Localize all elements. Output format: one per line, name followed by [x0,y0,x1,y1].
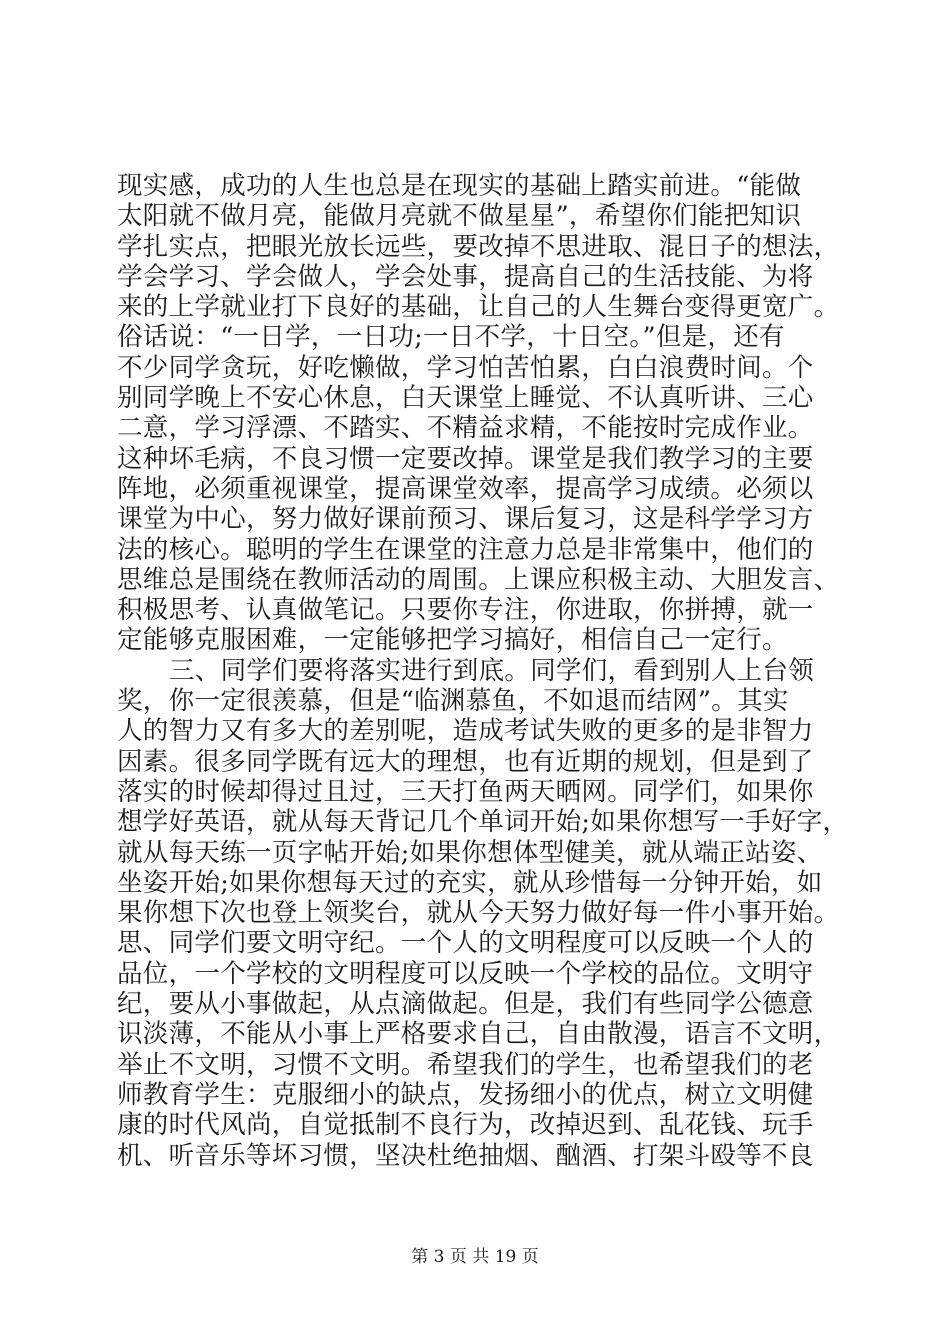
body-text [117,171,857,1171]
text-line: 坐姿开始;如果你想每天过的充实，就从珍惜每一分钟开始，如 [117,867,823,898]
text-line: 别同学晚上不安心休息，白天课堂上睡觉、不认真听讲、三心 [117,383,814,414]
text-line: 太阳就不做月亮，能做月亮就不做星星”，希望你们能把知识 [117,201,802,232]
page-number-label: 第 3 页 共 19 页 [411,1247,539,1267]
text-line: 人的智力又有多大的差别呢，造成考试失败的更多的是非智力 [117,716,814,747]
page-footer [0,1242,950,1267]
text-line: 不少同学贪玩，好吃懒做，学习怕苦怕累，白白浪费时间。个 [117,352,814,383]
text-line: 果你想下次也登上领奖台，就从今天努力做好每一件小事开始。 [117,898,840,929]
text-line: 二意，学习浮漂、不踏实、不精益求精，不能按时完成作业。 [117,413,814,444]
text-line: 积极思考、认真做笔记。只要你专注，你进取，你拼搏，就一 [117,595,814,626]
text-line: 阵地，必须重视课堂，提高课堂效率，提高学习成绩。必须以 [117,473,814,504]
text-line: 识淡薄，不能从小事上严格要求自己，自由散漫，语言不文明， [117,1019,840,1050]
text-line: 因素。很多同学既有远大的理想，也有近期的规划，但是到了 [117,746,814,777]
text-line: 思、同学们要文明守纪。一个人的文明程度可以反映一个人的 [117,928,814,959]
text-line: 奖，你一定很羡慕，但是“临渊慕鱼，不如退而结网”。其实 [117,686,789,717]
text-line: 师教育学生：克服细小的缺点，发扬细小的优点，树立文明健 [117,1079,814,1110]
text-line: 课堂为中心，努力做好课前预习、课后复习，这是科学学习方 [117,504,814,535]
text-line: 品位，一个学校的文明程度可以反映一个学校的品位。文明守 [117,958,814,989]
text-line: 俗话说：“一日学，一日功;一日不学，十日空。”但是，还有 [117,322,785,353]
text-line: 思维总是围绕在教师活动的周围。上课应积极主动、大胆发言、 [117,564,840,595]
text-line: 机、听音乐等坏习惯，坚决杜绝抽烟、酗酒、打架斗殴等不良 [117,1140,814,1171]
text-line: 学会学习、学会做人，学会处事，提高自己的生活技能、为将 [117,261,814,292]
text-line: 学扎实点，把眼光放长远些，要改掉不思进取、混日子的想法， [117,231,840,262]
text-line: 这种坏毛病，不良习惯一定要改掉。课堂是我们教学习的主要 [117,443,814,474]
text-line: 落实的时候却得过且过，三天打鱼两天晒网。同学们，如果你 [117,776,814,807]
text-line: 康的时代风尚，自觉抵制不良行为，改掉迟到、乱花钱、玩手 [117,1110,814,1141]
text-line: 想学好英语，就从每天背记几个单词开始;如果你想写一手好字， [117,807,849,838]
paragraph-start-line: 三、同学们要将落实进行到底。同学们，看到别人上台领 [169,655,815,686]
text-line: 举止不文明，习惯不文明。希望我们的学生，也希望我们的老 [117,1049,814,1080]
text-line: 纪，要从小事做起，从点滴做起。但是，我们有些同学公德意 [117,989,814,1020]
text-line: 来的上学就业打下良好的基础，让自己的人生舞台变得更宽广。 [117,292,840,323]
text-line: 定能够克服困难，一定能够把学习搞好，相信自己一定行。 [117,625,788,656]
text-line: 就从每天练一页字帖开始;如果你想体型健美，就从端正站姿、 [117,837,823,868]
text-line: 法的核心。聪明的学生在课堂的注意力总是非常集中，他们的 [117,534,814,565]
text-line: 现实感，成功的人生也总是在现实的基础上踏实前进。“能做 [117,171,802,201]
